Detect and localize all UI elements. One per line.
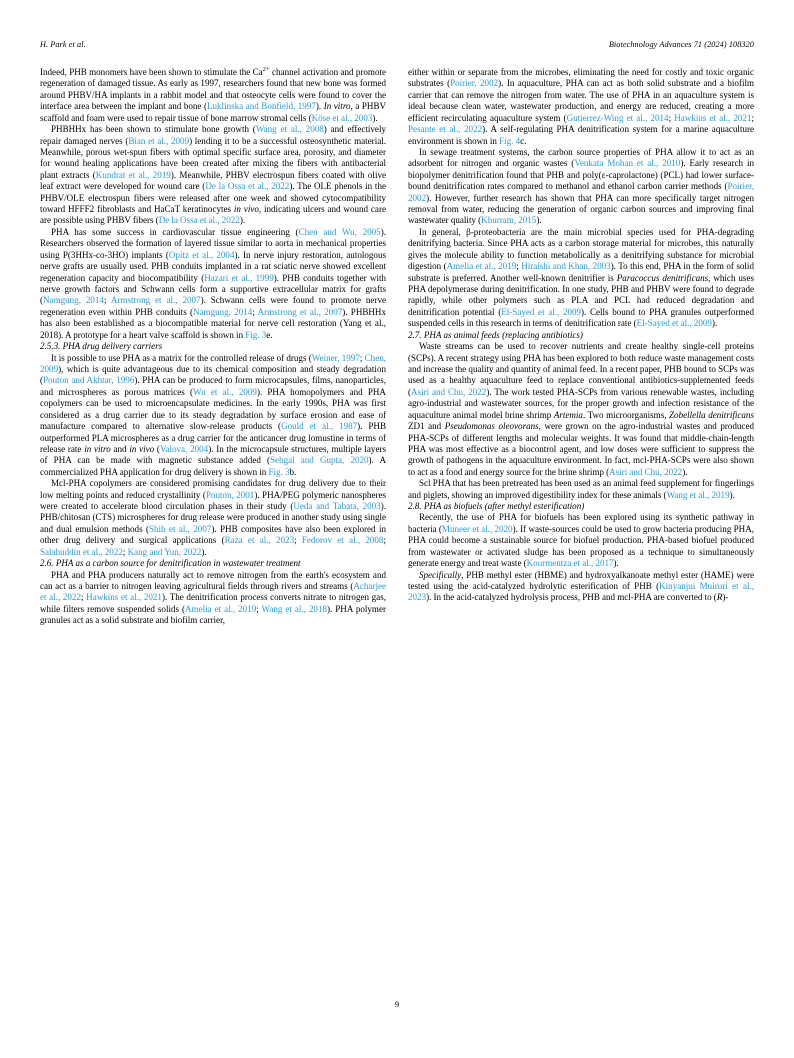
citation-link[interactable]: Köse et al., 2003 — [311, 112, 373, 123]
citation-link[interactable]: Amelia et al., 2019 — [446, 261, 517, 272]
paragraph: In sewage treatment systems, the carbon source properties of PHA allow it to act as an adsorbent for nitrogen and organic wastes (Venkata Mohan et al., 2010). Early research in biopolymer denitrification found that PHB and poly(ε-caprolactone) (PCL) had lower surface-bound denitrification rates compared to methanol and ethanol carbon carrier methods (Poirier, 2002). However, further research has shown that PHA can more specifically target nitrogen removal from water, reducing the generation of organic carbon sources and improving final wastewater quality (Khurram, 2015). — [408, 146, 754, 226]
citation-link[interactable]: Asiri and Chu, 2022 — [609, 466, 683, 477]
citation-link[interactable]: Valova, 2004 — [159, 443, 209, 454]
left-column — [40, 67, 386, 627]
citation-link[interactable]: Namgung, 2014 — [193, 306, 253, 317]
section-title: PHA as a carbon source for denitrification in wastewater treatment — [55, 558, 301, 569]
citation-link[interactable]: Acharjee et al., 2022 — [40, 580, 386, 603]
paragraph: Waste streams can be used to recover nutrients and create healthy single-cell proteins (SCPs). A recent strategy using PHA has been explored to both reduce waste management costs and increase the quality and quantity of animal feed. In a recent paper, PHB bound to SCPs was used as a healthy aquaculture feed to replace conventional antibiotics-supplemented feeds (Asiri and Chu, 2022). The work tested PHA-SCPs from various renewable wastes, including agro-industrial and wastewater sources, for the proper growth and infection resistance of the aquaculture animal model brine shrimp Artemia. Two microorganisms, Zobellella denitrificans ZD1 and Pseudomonas oleovorans, were grown on the agro-industrial wastes and produced PHA-SCPs of different lengths and molecular weights. It was found that middle-chain-length PHA was most effective as a biocontrol agent, and low doses were sufficient to suppress the growth of pathogens in the aquaculture environment. In fact, mcl-PHA-SCPs were also shown to act as a food and energy source for the brine shrimp (Asiri and Chu, 2022). — [408, 341, 755, 477]
section-title: PHA as animal feeds (replacing antibiotics) — [423, 329, 583, 340]
citation-link[interactable]: Asiri and Chu, 2022 — [411, 386, 487, 397]
citation-link[interactable]: Bian et al., 2009 — [128, 135, 190, 146]
paragraph: Indeed, PHB monomers have been shown to stimulate the $Ca^{2+}$ channel activation and promote regeneration of damaged tissue. As early as 1997, researchers found that new bone was formed around PHBV/HA implants in a rabbit model and that osteocyte cells were found to cover the interface area between the implant and bone (Luklinska and Bonfield, 1997). In vitro, a PHBV scaffold and foam were used to repair tissue of bone marrow stromal cells (Köse et al., 2003). — [40, 65, 387, 123]
paragraph: Mcl-PHA copolymers are considered promising candidates for drug delivery due to their low melting points and reduced crystallinity (Pouton, 2001). PHA/PEG polymeric nanospheres were created to accelerate blood circulation phases in their study (Ueda and Tabata, 2003). PHB/chitosan (CTS) microspheres for drug release were produced in another study using single and dual emulsion methods (Shih et al., 2007). PHB composites have also been explored in other drug delivery and surgical applications (Raza et al., 2023; Fedorov et al., 2008; Salahuddin et al., 2022; Kang and Yun, 2022). — [40, 478, 387, 557]
citation-link[interactable]: Hazari et al., 1999 — [204, 272, 274, 283]
citation-link[interactable]: Chen and Wu, 2005 — [298, 226, 381, 237]
citation-link[interactable]: Luklinska and Bonfield, 1997 — [206, 101, 316, 112]
paragraph: PHBHHx has been shown to stimulate bone growth (Wang et al., 2008) and effectively repair damaged nerves (Bian et al., 2009) lending it to be a successful osteosynthetic material. Meanwhile, porous wet-spun fibers with optimal specific surface area, porosity, and diameter for wound healing applications have been created after mixing the fibers with antibacterial plant extracts (Kundrat et al., 2019). Meanwhile, PHBV electrospun fibers coated with olive leaf extract were developed for wound care (De la Ossa et al., 2022). The OLE phenols in the PHBV/OLE electrospun fibers were released after one week and showed cytocompatibility toward HFFF2 fibroblasts and HaCaT keratinocytes in vivo, indicating ulcers and wound care are possible using PHBV fibers (De la Ossa et al., 2022). — [40, 124, 387, 226]
figure-link[interactable]: Fig. 3 — [245, 329, 267, 340]
running-head-authors: H. Park et al. — [40, 40, 86, 49]
section-title: PHA drug delivery carriers — [62, 341, 163, 352]
citation-link[interactable]: De la Ossa et al., 2022 — [205, 181, 290, 192]
citation-link[interactable]: Amelia et al., 2019 — [185, 603, 257, 614]
citation-link[interactable]: Pouton, 2001 — [205, 489, 255, 500]
section-heading-2-8 — [408, 501, 754, 512]
section-heading-2-5-3 — [40, 341, 386, 352]
citation-link[interactable]: Wu et al., 2009 — [193, 386, 257, 397]
citation-link[interactable]: Opitz et al., 2004 — [168, 249, 235, 260]
citation-link[interactable]: Shih et al., 2007 — [148, 523, 212, 534]
citation-link[interactable]: Kinyanjui Muiruri et al., 2023 — [408, 580, 754, 603]
paragraph: Specifically, PHB methyl ester (HBME) and hydroxyalkanoate methyl ester (HAME) were tested using the acid-catalyzed hydrolytic esterification of PHB (Kinyanjui Muiruri et al., 2023). In the acid-catalyzed hydrolysis process, PHB and mcl-PHA are converted to (R)- — [408, 569, 754, 603]
citation-link[interactable]: Armstrong et al., 2007 — [110, 295, 201, 306]
figure-link[interactable]: Fig. 4 — [499, 135, 521, 146]
two-column-body — [40, 67, 754, 627]
citation-link[interactable]: Fedorov et al., 2008 — [301, 535, 384, 546]
paragraph: In general, β-proteobacteria are the main microbial species used for PHA-degrading denitrifying bacteria. Since PHA acts as a carbon storage material for microbes, this naturally gives the molecule ability to function metabolically as a denitrifying substance for microbial digestion (Amelia et al., 2019; Hiraishi and Khan, 2003). To this end, PHA in the form of solid substrate is preferred. Another well-known denitrifier is Paracoccus denitrificans, which uses PHA depolymerase during denitrification. In one study, PHB and PHBV were found to degrade rapidly, while other polymers such as PLA and PCL had reduced degradation and denitrification potential (El-Sayed et al., 2009). Cells bound to PHA granules outperformed suspended cells in this research in terms of denitrification rate (El-Sayed et al., 2009). — [408, 226, 754, 329]
citation-link[interactable]: Gutierrez-Wing et al., 2014 — [566, 112, 669, 123]
right-column — [408, 67, 754, 604]
paragraph: It is possible to use PHA as a matrix for the controlled release of drugs (Weiner, 1997; Chen, 2009), which is quite advantageous due to its chemical composition and steady degradation (Pouton and Akhtar, 1996). PHA can be produced to form microcapsules, films, nanoparticles, and microspheres as porous matrices (Wu et al., 2009). PHA homopolymers and PHA copolymers can be used to microencapsulate medicines. In the early 1990s, PHA was first considered as a drug carrier due to its steady degradation by surface erosion and ease of manufacture compared to alternative slow-release products (Gould et al., 1987). PHB outperformed PLA microspheres as a drug carrier for the anticancer drug lomustine in terms of release rate in vitro and in vivo (Valova, 2004). In the microcapsule structures, multiple layers of PHA can be made with magnetic substance added (Sehgal and Gupta, 2020). A commercialized PHA application for drug delivery is shown in Fig. 3b. — [40, 352, 386, 477]
page-number: 9 — [394, 1000, 400, 1009]
citation-link[interactable]: Wang et al., 2008 — [255, 124, 324, 135]
citation-link[interactable]: Kang and Yun, 2022 — [127, 546, 202, 557]
citation-link[interactable]: Hawkins et al., 2021 — [674, 112, 752, 123]
paragraph: PHA and PHA producers naturally act to remove nitrogen from the earth's ecosystem and can act as a barrier to nitrogen leaving agricultural fields through rivers and streams (Acharjee et al., 2022; Hawkins et al., 2021). The denitrification process converts nitrate to nitrogen gas, while filters remove suspended solids (Amelia et al., 2019; Wang et al., 2018). PHA polymer granules act as a solid substrate and biofilm carrier, — [40, 569, 386, 626]
section-number: 2.8. — [408, 501, 422, 512]
citation-link[interactable]: Wang et al., 2018 — [261, 603, 328, 614]
paragraph: either within or separate from the microbes, eliminating the need for costly and toxic organic substrates (Poirier, 2002). In aquaculture, PHA can act as both solid substrate and a biofilm carrier that can remove the nitrogen from water. The use of PHA in an aquaculture system is ideal because clean water, wastewater production, and energy are reduced, creating a more efficient recirculating aquaculture system (Gutierrez-Wing et al., 2014; Hawkins et al., 2021; Pesante et al., 2022). A self-regulating PHA denitrification system for a marine aquaculture environment is shown in Fig. 4c. — [408, 67, 755, 146]
citation-link[interactable]: Ueda and Tabata, 2003 — [293, 501, 381, 512]
section-number: 2.6. — [40, 558, 54, 569]
citation-link[interactable]: Chen, 2009 — [40, 352, 386, 374]
citation-link[interactable]: El-Sayed et al., 2009 — [636, 318, 712, 329]
citation-link[interactable]: Venkata Mohan et al., 2010 — [574, 158, 681, 169]
citation-link[interactable]: Muneer et al., 2020 — [441, 523, 513, 534]
citation-link[interactable]: Gould et al., 1987 — [281, 421, 358, 432]
citation-link[interactable]: Hawkins et al., 2021 — [86, 592, 162, 603]
section-heading-2-7 — [408, 330, 754, 341]
citation-link[interactable]: Poirier, 2002 — [450, 78, 499, 89]
running-head — [40, 40, 754, 54]
running-head-journal: Biotechnology Advances 71 (2024) 108320 — [608, 40, 754, 49]
section-number: 2.5.3. — [40, 341, 61, 352]
citation-link[interactable]: Kourmentza et al., 2017 — [526, 558, 614, 569]
figure-link[interactable]: Fig. 3 — [268, 466, 290, 477]
citation-link[interactable]: Weiner, 1997 — [311, 352, 360, 363]
section-heading-2-6 — [40, 558, 386, 569]
paragraph: PHA has some success in cardiovascular tissue engineering (Chen and Wu, 2005). Researchers observed the formation of layered tissue similar to aorta in mechanical properties using P(3HHx-co-3HO) implants (Opitz et al., 2004). In nerve injury restoration, autologous nerve grafts are usually used. PHB conduits implanted in a rat sciatic nerve showed excellent regeneration capacity and biocompatibility (Hazari et al., 1999). PHB conduits together with nerve growth factors and Schwann cells form a supportive extracellular matrix for grafts (Namgung, 2014; Armstrong et al., 2007). Schwann cells were found to promote nerve regeneration even within PHB conduits (Namgung, 2014; Armstrong et al., 2007). PHBHHx has also been established as a biocompatible material for nerve cell restoration (Yang et al., 2018). A prototype for a heart valve scaffold is shown in Fig. 3e. — [40, 226, 386, 340]
citation-link[interactable]: Armstrong et al., 2007 — [257, 306, 343, 317]
citation-link[interactable]: Salahuddin et al., 2022 — [40, 546, 123, 557]
section-number: 2.7. — [408, 329, 422, 340]
citation-link[interactable]: Khurram, 2015 — [481, 215, 537, 226]
section-title: PHA as biofuels (after methyl esterification) — [423, 501, 585, 512]
citation-link[interactable]: Hiraishi and Khan, 2003 — [521, 261, 611, 272]
citation-link[interactable]: Raza et al., 2023 — [224, 535, 295, 546]
citation-link[interactable]: El-Sayed et al., 2009 — [501, 306, 582, 317]
citation-link[interactable]: Poirier, 2002 — [408, 181, 754, 203]
citation-link[interactable]: Pouton and Akhtar, 1996 — [43, 375, 135, 386]
paragraph: Recently, the use of PHA for biofuels has been explored using its synthetic pathway in bacteria (Muneer et al., 2020). If waste-sources could be used to grow bacteria producing PHA, PHA could become a sustainable source for biofuel production. PHA-based biofuel produced from wastewater or activated sludge has been proposed as a technique to simultaneously generate energy and treat waste (Kourmentza et al., 2017). — [408, 512, 754, 569]
citation-link[interactable]: De la Ossa et al., 2022 — [158, 215, 240, 226]
citation-link[interactable]: Wang et al., 2019 — [666, 489, 730, 500]
citation-link[interactable]: Kundrat et al., 2019 — [95, 169, 171, 180]
paragraph: Scl PHA that has been pretreated has been used as an animal feed supplement for fingerlings and piglets, showing an improved digestibility index for these animals (Wang et al., 2019). — [408, 478, 754, 500]
citation-link[interactable]: Pesante et al., 2022 — [408, 124, 483, 135]
citation-link[interactable]: Sehgal and Gupta, 2020 — [270, 455, 369, 466]
citation-link[interactable]: Namgung, 2014 — [43, 295, 104, 306]
